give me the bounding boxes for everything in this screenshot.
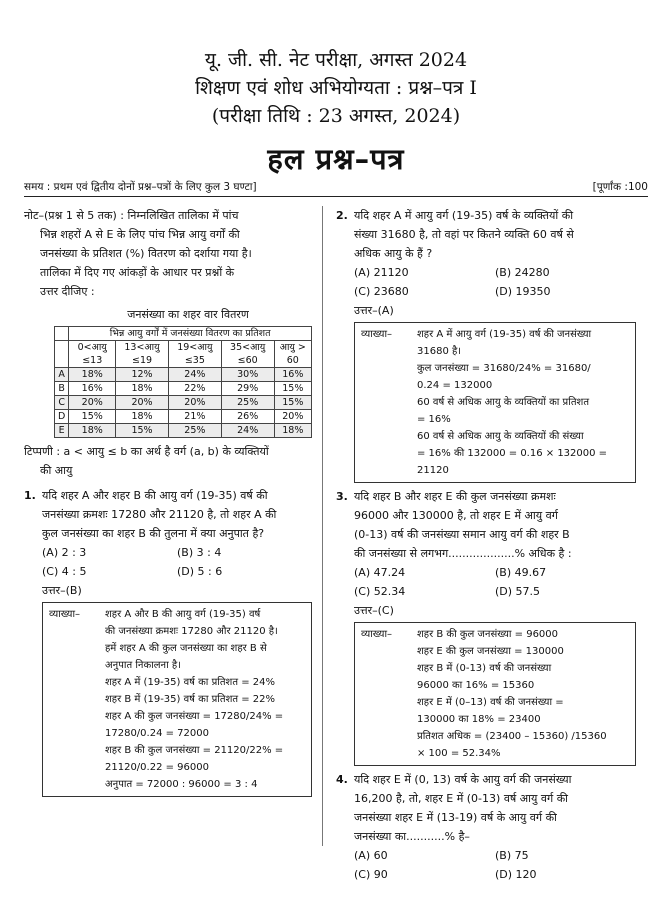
- table-cell: 18%: [69, 368, 116, 382]
- table-cell: 26%: [221, 410, 274, 424]
- explanation-box-2: [354, 322, 636, 483]
- question-number: 2.: [336, 209, 348, 222]
- table-subtitle: भिन्न आयु वर्गों में जनसंख्या वितरण का प्रतिशत: [69, 327, 312, 341]
- explanation-box-3: [354, 622, 636, 766]
- options-4: [336, 846, 636, 884]
- question-4: [336, 770, 636, 846]
- table-cell: 18%: [69, 424, 116, 438]
- city-cell: D: [55, 410, 69, 424]
- explanation-line: शहर A की कुल जनसंख्या = 17280/24% =: [105, 711, 284, 722]
- header-line-2: शिक्षण एवं शोध अभियोग्यता : प्रश्न–पत्र I: [195, 77, 477, 99]
- question-3: [336, 487, 636, 563]
- explanation-line: 17280/0.24 = 72000: [105, 728, 209, 739]
- col-header: आयु > 60: [274, 341, 311, 368]
- question-text: संख्या 31680 है, तो वहां पर कितने व्यक्ति 60 वर्ष से: [354, 228, 574, 241]
- explanation-line: अनुपात निकालना है।: [105, 660, 181, 671]
- marks-text: [पूर्णांक :100: [592, 181, 648, 193]
- answer-1: उत्तर–(B): [42, 584, 82, 597]
- table-row: [55, 410, 312, 424]
- explanation-line: शहर B की कुल जनसंख्या = 21120/22% =: [105, 745, 284, 756]
- answer-2: उत्तर–(A): [354, 304, 394, 317]
- note-line: जनसंख्या के प्रतिशत (%) वितरण को दर्शाया गया है।: [40, 247, 252, 260]
- table-cell: 29%: [221, 382, 274, 396]
- table-cell: 16%: [274, 368, 311, 382]
- explanation-line: 96000 का 16% = 15360: [417, 680, 535, 691]
- option: (D) 120: [495, 868, 537, 881]
- options-1: [24, 543, 312, 581]
- explanation-line: 0.24 = 132000: [417, 380, 493, 391]
- option: (A) 47.24: [354, 566, 406, 579]
- column-divider: [322, 206, 323, 846]
- table-cell: 20%: [274, 410, 311, 424]
- table-cell: 20%: [168, 396, 221, 410]
- explanation-line: शहर B में (19-35) वर्ष का प्रतिशत = 22%: [105, 694, 276, 705]
- option: (C) 4 : 5: [42, 565, 87, 578]
- explanation-line: = 16% की 132000 = 0.16 × 132000 =: [417, 448, 608, 459]
- table-row: [55, 424, 312, 438]
- table-cell: 15%: [274, 382, 311, 396]
- note-line: भिन्न शहरों A से E के लिए पांच भिन्न आयु वर्गों की: [40, 228, 240, 241]
- explanation-line: 130000 का 18% = 23400: [417, 714, 541, 725]
- table-corner: [55, 327, 69, 341]
- table-cell: 25%: [221, 396, 274, 410]
- question-1: [24, 486, 312, 543]
- time-text: समय : प्रथम एवं द्वितीय दोनों प्रश्न–पत्रों के लिए कुल 3 घण्टा]: [24, 181, 257, 193]
- explanation-line: शहर B में (0-13) वर्ष की जनसंख्या: [417, 663, 552, 674]
- explanation-box-1: [42, 602, 312, 797]
- distribution-table: [54, 326, 312, 438]
- main-title: हल प्रश्न–पत्र: [267, 142, 405, 176]
- table-cell: 16%: [69, 382, 116, 396]
- table-row: [55, 368, 312, 382]
- explanation-line: शहर B की कुल जनसंख्या = 96000: [417, 629, 559, 640]
- option: (A) 60: [354, 849, 388, 862]
- table-cell: 18%: [116, 382, 169, 396]
- left-column: [24, 206, 312, 801]
- right-column: [336, 206, 636, 884]
- question-text: 16,200 है, तो, शहर E में (0-13) वर्ष आयु वर्ग की: [354, 792, 569, 805]
- question-text: की जनसंख्या से लगभग...................% अधिक है :: [354, 547, 572, 560]
- col-header: 35<आयु ≤60: [221, 341, 274, 368]
- note-line: नोट–(प्रश्न 1 से 5 तक) : निम्नलिखित तालिका में पांच: [24, 209, 239, 222]
- table-cell: 12%: [116, 368, 169, 382]
- question-number: 4.: [336, 773, 348, 786]
- explanation-line: अनुपात = 72000 : 96000 = 3 : 4: [105, 779, 258, 790]
- explanation-line: 60 वर्ष से अधिक आयु के व्यक्तियों का प्रतिशत: [417, 397, 590, 408]
- header-divider: [24, 196, 648, 197]
- explanation-line: = 16%: [417, 414, 451, 425]
- explanation-line: शहर A में आयु वर्ग (19-35) वर्ष की जनसंख्या: [417, 329, 592, 340]
- question-text: यदि शहर E में (0, 13) वर्ष के आयु वर्ग की जनसंख्या: [354, 773, 572, 786]
- table-row: [55, 396, 312, 410]
- table-row: [55, 382, 312, 396]
- table-cell: 21%: [168, 410, 221, 424]
- table-cell: 22%: [168, 382, 221, 396]
- table-cell: 30%: [221, 368, 274, 382]
- option: (D) 57.5: [495, 585, 541, 598]
- answer-3: उत्तर–(C): [354, 604, 394, 617]
- explanation-line: की जनसंख्या क्रमशः 17280 और 21120 है।: [105, 626, 278, 637]
- city-cell: E: [55, 424, 69, 438]
- explanation-line: 60 वर्ष से अधिक आयु के व्यक्तियों की संख्या: [417, 431, 584, 442]
- option: (B) 3 : 4: [177, 546, 222, 559]
- city-cell: C: [55, 396, 69, 410]
- question-number: 3.: [336, 490, 348, 503]
- explanation-line: 31680 है।: [417, 346, 462, 357]
- city-cell: B: [55, 382, 69, 396]
- question-text: अधिक आयु के हैं ?: [354, 247, 433, 260]
- option: (A) 2 : 3: [42, 546, 87, 559]
- question-text: यदि शहर A और शहर B की आयु वर्ग (19-35) वर्ष की: [42, 489, 268, 502]
- note-block: [24, 206, 312, 301]
- options-3: [336, 563, 636, 601]
- col-header: 19<आयु ≤35: [168, 341, 221, 368]
- options-2: [336, 263, 636, 301]
- option: (D) 19350: [495, 285, 551, 298]
- table-cell: 18%: [116, 410, 169, 424]
- option: (B) 24280: [495, 266, 550, 279]
- note-line: उत्तर दीजिए :: [40, 285, 95, 298]
- explanation-line: शहर E में (0–13) वर्ष की जनसंख्या =: [417, 697, 564, 708]
- explanation-line: प्रतिशत अधिक = (23400 – 15360) /15360: [417, 731, 607, 742]
- table-cell: 25%: [168, 424, 221, 438]
- option: (C) 23680: [354, 285, 409, 298]
- city-cell: A: [55, 368, 69, 382]
- option: (C) 90: [354, 868, 388, 881]
- explanation-line: शहर A और B की आयु वर्ग (19-35) वर्ष: [105, 609, 261, 620]
- question-text: 96000 और 130000 है, तो शहर E में आयु वर्ग: [354, 509, 558, 522]
- option: (B) 49.67: [495, 566, 547, 579]
- explanation-line: शहर A में (19-35) वर्ष का प्रतिशत = 24%: [105, 677, 276, 688]
- question-text: (0-13) वर्ष की जनसंख्या समान आयु वर्ग की शहर B: [354, 528, 570, 541]
- table-cell: 24%: [168, 368, 221, 382]
- explanation-line: हमें शहर A की कुल जनसंख्या का शहर B से: [105, 643, 267, 654]
- meta-row: [24, 180, 648, 194]
- note-line: तालिका में दिए गए आंकड़ों के आधार पर प्रश्नों के: [40, 266, 235, 279]
- explanation-line: कुल जनसंख्या = 31680/24% = 31680/: [417, 363, 591, 374]
- question-text: यदि शहर A में आयु वर्ग (19-35) वर्ष के व्यक्तियों की: [354, 209, 574, 222]
- table-cell: 20%: [69, 396, 116, 410]
- explanation-line: 21120: [417, 465, 449, 476]
- question-number: 1.: [24, 489, 36, 502]
- table-cell: 18%: [274, 424, 311, 438]
- table-cell: 24%: [221, 424, 274, 438]
- question-text: जनसंख्या का...........% है–: [354, 830, 470, 843]
- table-cell: 15%: [69, 410, 116, 424]
- option: (C) 52.34: [354, 585, 406, 598]
- header-line-3: (परीक्षा तिथि : 23 अगस्त, 2024): [211, 105, 461, 127]
- explanation-label: व्याख्या–: [361, 629, 393, 640]
- explanation-label: व्याख्या–: [361, 329, 393, 340]
- option: (A) 21120: [354, 266, 409, 279]
- explanation-line: × 100 = 52.34%: [417, 748, 501, 759]
- explanation-line: 21120/0.22 = 96000: [105, 762, 209, 773]
- remark-line: की आयु: [40, 464, 73, 477]
- question-text: जनसंख्या शहर E में (13-19) वर्ष के आयु वर्ग की: [354, 811, 557, 824]
- option: (B) 75: [495, 849, 529, 862]
- table-cell: 20%: [116, 396, 169, 410]
- question-text: कुल जनसंख्या का शहर B की तुलना में क्या अनुपात है?: [42, 527, 265, 540]
- exam-header: [0, 46, 672, 130]
- question-2: [336, 206, 636, 263]
- question-text: यदि शहर B और शहर E की कुल जनसंख्या क्रमशः: [354, 490, 556, 503]
- table-title: जनसंख्या का शहर वार वितरण: [127, 308, 249, 321]
- table-corner: [55, 341, 69, 368]
- table-cell: 15%: [274, 396, 311, 410]
- question-text: जनसंख्या क्रमशः 17280 और 21120 है, तो शहर A की: [42, 508, 277, 521]
- header-line-1: यू. जी. सी. नेट परीक्षा, अगस्त 2024: [204, 49, 468, 71]
- col-header: 13<आयु ≤19: [116, 341, 169, 368]
- remark-line: टिप्पणी : a < आयु ≤ b का अर्थ है वर्ग (a, b) के व्यक्तियों: [24, 445, 269, 458]
- col-header: 0<आयु ≤13: [69, 341, 116, 368]
- option: (D) 5 : 6: [177, 565, 223, 578]
- explanation-line: शहर E की कुल जनसंख्या = 130000: [417, 646, 564, 657]
- table-cell: 15%: [116, 424, 169, 438]
- explanation-label: व्याख्या–: [49, 609, 81, 620]
